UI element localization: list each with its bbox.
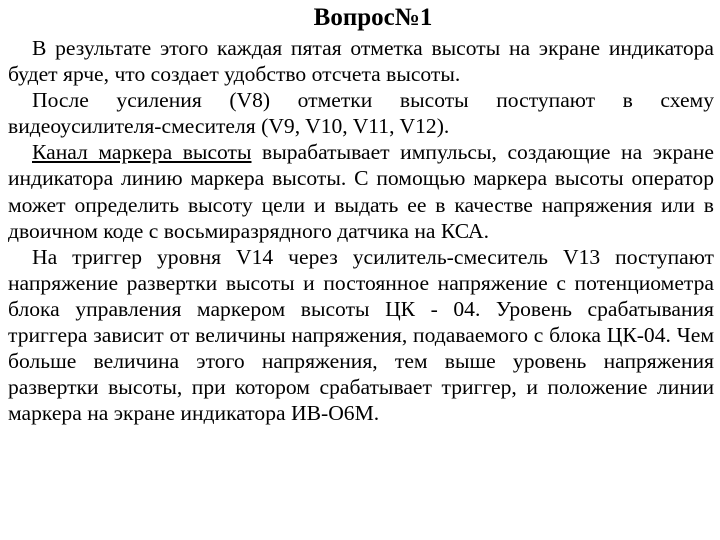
paragraph-1 xyxy=(8,35,714,87)
slide-title: Вопрос№1 xyxy=(313,4,433,31)
paragraph-4-text: На триггер уровня V14 через усилитель-смеситель V13 поступают напряжение развертки высоты и постоянное напряжение с потенциометра блока управления маркером высоты ЦК - 04. Уровень срабатывания триггера зависит от величины напряжения, подаваемого с блока ЦК-04. Чем больше величина этого напряжения, тем выше уровень напряжения развертки высоты, при котором срабатывает триггер, и положение линии маркера на экране индикатора ИВ-О6М. xyxy=(8,244,714,426)
paragraph-2-text: После усиления (V8) отметки высоты поступают в схему видеоусилителя-смесителя (V9, V10, V11, V12). xyxy=(8,88,714,139)
paragraph-1-text: В результате этого каждая пятая отметка высоты на экране индикатора будет ярче, что создает удобство отсчета высоты. xyxy=(8,36,714,87)
underlined-term: Канал маркера высоты xyxy=(32,140,252,165)
paragraph-3-text: вырабатывает импульсы, создающие на экране индикатора линию маркера высоты. С помощью маркера высоты оператор может определить высоту цели и выдать ее в качестве напряжения или в двоичном коде с восьмиразрядного датчика на КСА. xyxy=(8,140,714,243)
paragraph-3 xyxy=(8,139,714,243)
paragraph-2 xyxy=(8,87,714,139)
paragraph-4 xyxy=(8,244,714,427)
